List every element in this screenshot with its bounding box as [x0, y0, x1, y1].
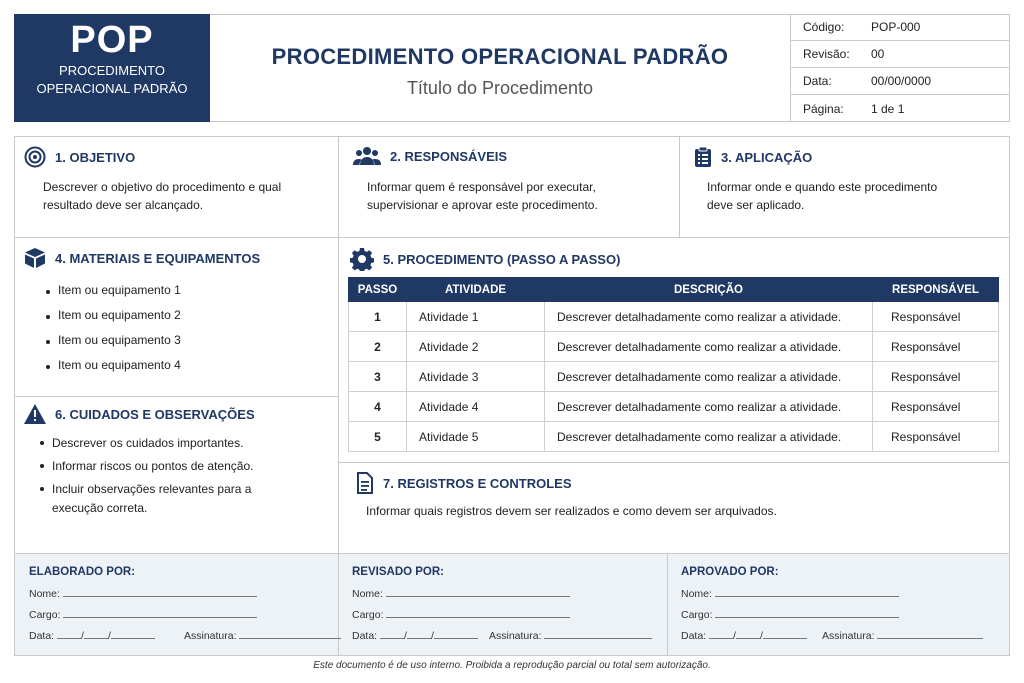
- activity-cell: Atividade 4: [407, 392, 545, 422]
- date-field[interactable]: [352, 630, 478, 642]
- section-heading: 5. PROCEDIMENTO (PASSO A PASSO): [383, 251, 621, 267]
- section-aplicacao-title: [694, 146, 812, 168]
- field-label: Data:: [29, 630, 55, 642]
- divider: [338, 136, 339, 554]
- procedure-title: Título do Procedimento: [406, 78, 594, 98]
- description-cell: Descrever detalhadamente como realizar a atividade.: [545, 302, 873, 332]
- section-heading: 2. RESPONSÁVEIS: [390, 148, 508, 164]
- meta-row-pagina: [791, 95, 1010, 122]
- section-procedimento-title: [350, 247, 620, 271]
- date-separator: /: [430, 630, 434, 642]
- divider: [338, 462, 1010, 463]
- description-cell: Descrever detalhadamente como realizar a atividade.: [545, 422, 873, 452]
- description-cell: Descrever detalhadamente como realizar a atividade.: [545, 332, 873, 362]
- field-label: Assinatura:: [822, 630, 875, 642]
- meta-table: [790, 14, 1010, 122]
- table-row: [349, 392, 999, 422]
- signature-heading: ELABORADO POR:: [29, 566, 136, 578]
- section-responsaveis-text: Informar quem é responsável por executar, supervisionar e aprovar este procedimento.: [367, 180, 598, 212]
- divider: [667, 554, 668, 656]
- materials-list: [44, 283, 181, 383]
- section-objetivo-text: Descrever o objetivo do procedimento e qual resultado deve ser alcançado.: [43, 180, 282, 212]
- field-label: Cargo:: [352, 609, 384, 621]
- table-row: [349, 362, 999, 392]
- list-item: Informar riscos ou pontos de atenção.: [38, 457, 268, 475]
- signature-field[interactable]: [489, 630, 652, 642]
- date-separator: /: [733, 630, 736, 642]
- name-field[interactable]: [352, 588, 570, 600]
- field-label: Data:: [681, 630, 707, 642]
- meta-value: POP-000: [871, 20, 921, 34]
- date-separator: /: [107, 630, 111, 642]
- step-cell: 3: [349, 362, 407, 392]
- divider: [14, 396, 338, 397]
- meta-value: 00/00/0000: [871, 74, 932, 88]
- signature-heading: REVISADO POR:: [352, 566, 445, 578]
- field-label: Data:: [352, 630, 378, 642]
- section-heading: 3. APLICAÇÃO: [721, 149, 813, 165]
- field-label: Cargo:: [681, 609, 713, 621]
- date-separator: /: [759, 630, 763, 642]
- signature-field[interactable]: [184, 630, 341, 642]
- meta-key: Revisão:: [803, 47, 850, 61]
- signature-aprovado: [681, 554, 1001, 655]
- responsible-cell: Responsável: [873, 362, 999, 392]
- section-heading: 4. MATERIAIS E EQUIPAMENTOS: [55, 250, 261, 266]
- meta-row-codigo: [791, 14, 1010, 41]
- footer-note: Este documento é de uso interno. Proibida a reprodução parcial ou total sem autorização.: [313, 660, 711, 671]
- list-item: Item ou equipamento 4: [44, 358, 181, 383]
- list-item: Descrever os cuidados importantes.: [38, 434, 268, 452]
- date-field[interactable]: [29, 630, 155, 642]
- activity-cell: Atividade 5: [407, 422, 545, 452]
- responsible-cell: Responsável: [873, 392, 999, 422]
- signature-heading: APROVADO POR:: [681, 566, 779, 578]
- responsible-cell: Responsável: [873, 422, 999, 452]
- section-heading: 1. OBJETIVO: [55, 149, 136, 165]
- step-cell: 2: [349, 332, 407, 362]
- responsible-cell: Responsável: [873, 332, 999, 362]
- document-icon: [356, 472, 374, 494]
- gear-icon: [350, 247, 374, 271]
- divider: [14, 237, 1010, 238]
- table-header-row: [349, 278, 999, 302]
- column-header: ATIVIDADE: [407, 278, 545, 302]
- meta-row-data: [791, 68, 1010, 95]
- list-item: Item ou equipamento 1: [44, 283, 181, 308]
- section-responsaveis-title: [353, 146, 507, 166]
- column-header: PASSO: [349, 278, 407, 302]
- section-aplicacao-text: Informar onde e quando este procedimento deve ser aplicado.: [707, 180, 938, 212]
- activity-cell: Atividade 3: [407, 362, 545, 392]
- activity-cell: Atividade 1: [407, 302, 545, 332]
- section-heading: 7. REGISTROS E CONTROLES: [383, 475, 572, 491]
- signature-revisado: [352, 554, 652, 655]
- list-item: Incluir observações relevantes para a execução correta.: [38, 480, 268, 518]
- name-field[interactable]: [29, 588, 257, 600]
- section-cuidados-title: [24, 404, 255, 424]
- date-field[interactable]: [681, 630, 807, 642]
- date-separator: /: [81, 630, 84, 642]
- responsible-cell: Responsável: [873, 302, 999, 332]
- pop-acronym: POP: [70, 19, 154, 61]
- section-materiais-title: [24, 247, 260, 269]
- date-separator: /: [404, 630, 407, 642]
- step-cell: 5: [349, 422, 407, 452]
- meta-key: Código:: [803, 20, 845, 34]
- procedure-table: [348, 277, 999, 452]
- document-title: PROCEDIMENTO OPERACIONAL PADRÃO: [271, 44, 729, 69]
- step-cell: 4: [349, 392, 407, 422]
- table-row: [349, 422, 999, 452]
- signature-field[interactable]: [822, 630, 983, 642]
- field-label: Assinatura:: [489, 630, 542, 642]
- description-cell: Descrever detalhadamente como realizar a atividade.: [545, 362, 873, 392]
- warning-icon: [24, 404, 46, 424]
- target-icon: [24, 146, 46, 168]
- signature-area: [14, 554, 1010, 656]
- field-label: Nome:: [352, 588, 383, 600]
- title-block: [210, 14, 790, 122]
- people-icon: [353, 146, 381, 166]
- name-field[interactable]: [681, 588, 899, 600]
- list-item: Item ou equipamento 2: [44, 308, 181, 333]
- field-label: Assinatura:: [184, 630, 237, 642]
- meta-value: 1 de 1: [871, 101, 905, 116]
- role-field[interactable]: [352, 609, 570, 621]
- column-header: DESCRIÇÃO: [545, 278, 873, 302]
- description-cell: Descrever detalhadamente como realizar a atividade.: [545, 392, 873, 422]
- meta-row-revisao: [791, 41, 1010, 68]
- section-heading: 6. CUIDADOS E OBSERVAÇÕES: [55, 406, 255, 422]
- pop-badge: [14, 14, 210, 122]
- divider: [679, 136, 680, 238]
- table-row: [349, 332, 999, 362]
- section-registros-title: [356, 472, 572, 494]
- step-cell: 1: [349, 302, 407, 332]
- pop-fullname: PROCEDIMENTO OPERACIONAL PADRÃO: [36, 63, 188, 96]
- meta-key: Página:: [803, 101, 844, 116]
- section-registros-text: Informar quais registros devem ser realizados e como devem ser arquivados.: [366, 504, 777, 518]
- cautions-list: [38, 434, 268, 518]
- signature-elaborado: [29, 554, 329, 655]
- section-objetivo-title: [24, 146, 135, 168]
- list-item: Item ou equipamento 3: [44, 333, 181, 358]
- column-header: RESPONSÁVEL: [873, 278, 999, 302]
- field-label: Nome:: [29, 588, 60, 600]
- role-field[interactable]: [29, 609, 257, 621]
- activity-cell: Atividade 2: [407, 332, 545, 362]
- role-field[interactable]: [681, 609, 899, 621]
- meta-value: 00: [871, 47, 885, 61]
- box-icon: [24, 247, 46, 269]
- table-row: [349, 302, 999, 332]
- clipboard-icon: [694, 146, 712, 168]
- field-label: Cargo:: [29, 609, 61, 621]
- meta-key: Data:: [803, 74, 832, 88]
- field-label: Nome:: [681, 588, 712, 600]
